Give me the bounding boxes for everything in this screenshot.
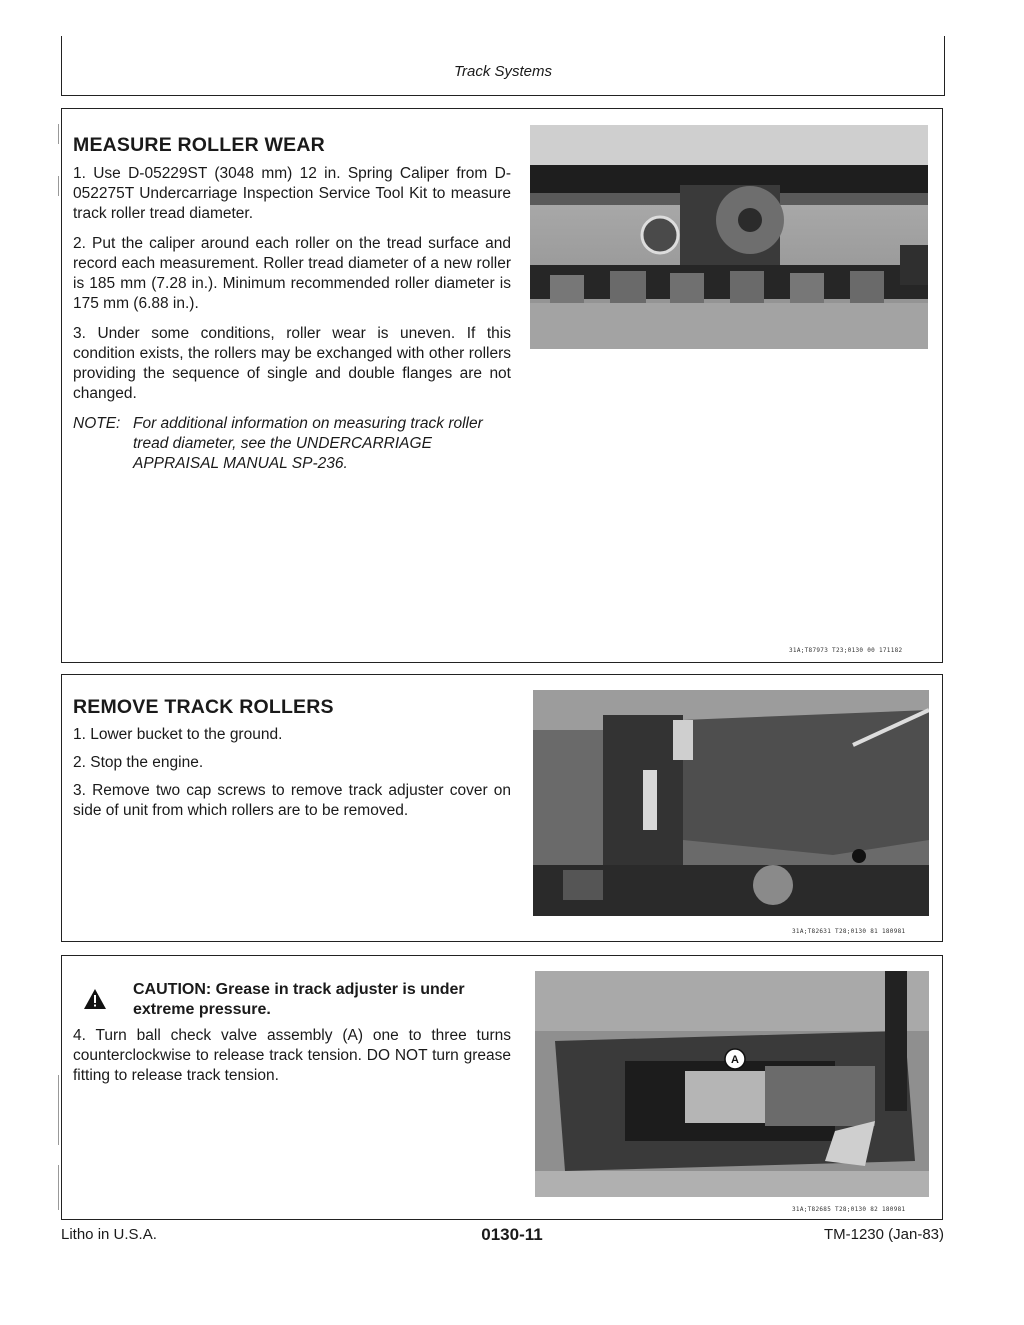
page-number: 0130-11 [481,1225,543,1244]
section-measure-roller-wear [61,108,943,663]
photo-ball-check-valve [535,971,929,1197]
section2-step-1: 1. Lower bucket to the ground. [73,726,283,743]
section3-text [73,980,511,1086]
photo-ref-2: 31A;T82631 T28;0130 81 180981 [792,928,906,935]
footer-manual-id: TM-1230 (Jan-83) [823,1226,944,1243]
section2-heading: REMOVE TRACK ROLLERS [73,696,334,718]
margin-mark [58,124,59,144]
section2-step-2: 2. Stop the engine. [73,754,204,771]
footer-litho: Litho in U.S.A. [61,1226,157,1243]
caution-block [73,980,511,1020]
note-text: For additional information on measuring track roller tread diameter, see the UNDERCARRIAGE APPRAISAL MANUAL SP-236. [133,415,483,472]
section1-heading: MEASURE ROLLER WEAR [73,134,325,156]
running-header: Track Systems [453,63,553,80]
photo-track-adjuster-cover [533,690,929,916]
warning-triangle-icon [84,989,106,1009]
margin-mark [58,176,59,196]
photo-track-rollers-caliper [530,125,928,349]
section1-step-1: 1. Use D-05229ST (3048 mm) 12 in. Spring Caliper from D-052275T Undercarriage Inspection Service Tool Kit to measure track roller tread diameter. [73,165,511,222]
margin-mark [58,1165,59,1210]
section1-note [73,414,511,474]
callout-a-label: A [731,1054,739,1066]
section1-step-2: 2. Put the caliper around each roller on the tread surface and record each measurement. Roller tread diameter of a new roller is 185 mm (7.28 in.). Minimum recommended roller diameter is 175 mm (6.88 in.). [73,235,511,312]
section3-step-4: 4. Turn ball check valve assembly (A) one to three turns counterclockwise to release track tension. DO NOT turn grease fitting to release track tension. [73,1027,511,1084]
header-frame [61,36,945,96]
section2-text [73,696,511,821]
note-label: NOTE: [73,415,121,432]
section-remove-track-rollers [61,674,943,942]
section1-step-3: 3. Under some conditions, roller wear is uneven. If this condition exists, the rollers may be exchanged with other rollers providing the sequence of single and double flanges are not changed. [73,325,511,402]
caution-text: CAUTION: Grease in track adjuster is under extreme pressure. [133,981,465,1018]
photo-ref-1: 31A;T87973 T23;0130 00 171182 [789,647,903,654]
section-release-track-tension [61,955,943,1220]
section2-step-3: 3. Remove two cap screws to remove track adjuster cover on side of unit from which rollers are to be removed. [73,782,511,819]
margin-mark [58,1075,59,1145]
photo-ref-3: 31A;T82685 T28;0130 82 180981 [792,1206,906,1213]
section1-text [73,134,511,474]
